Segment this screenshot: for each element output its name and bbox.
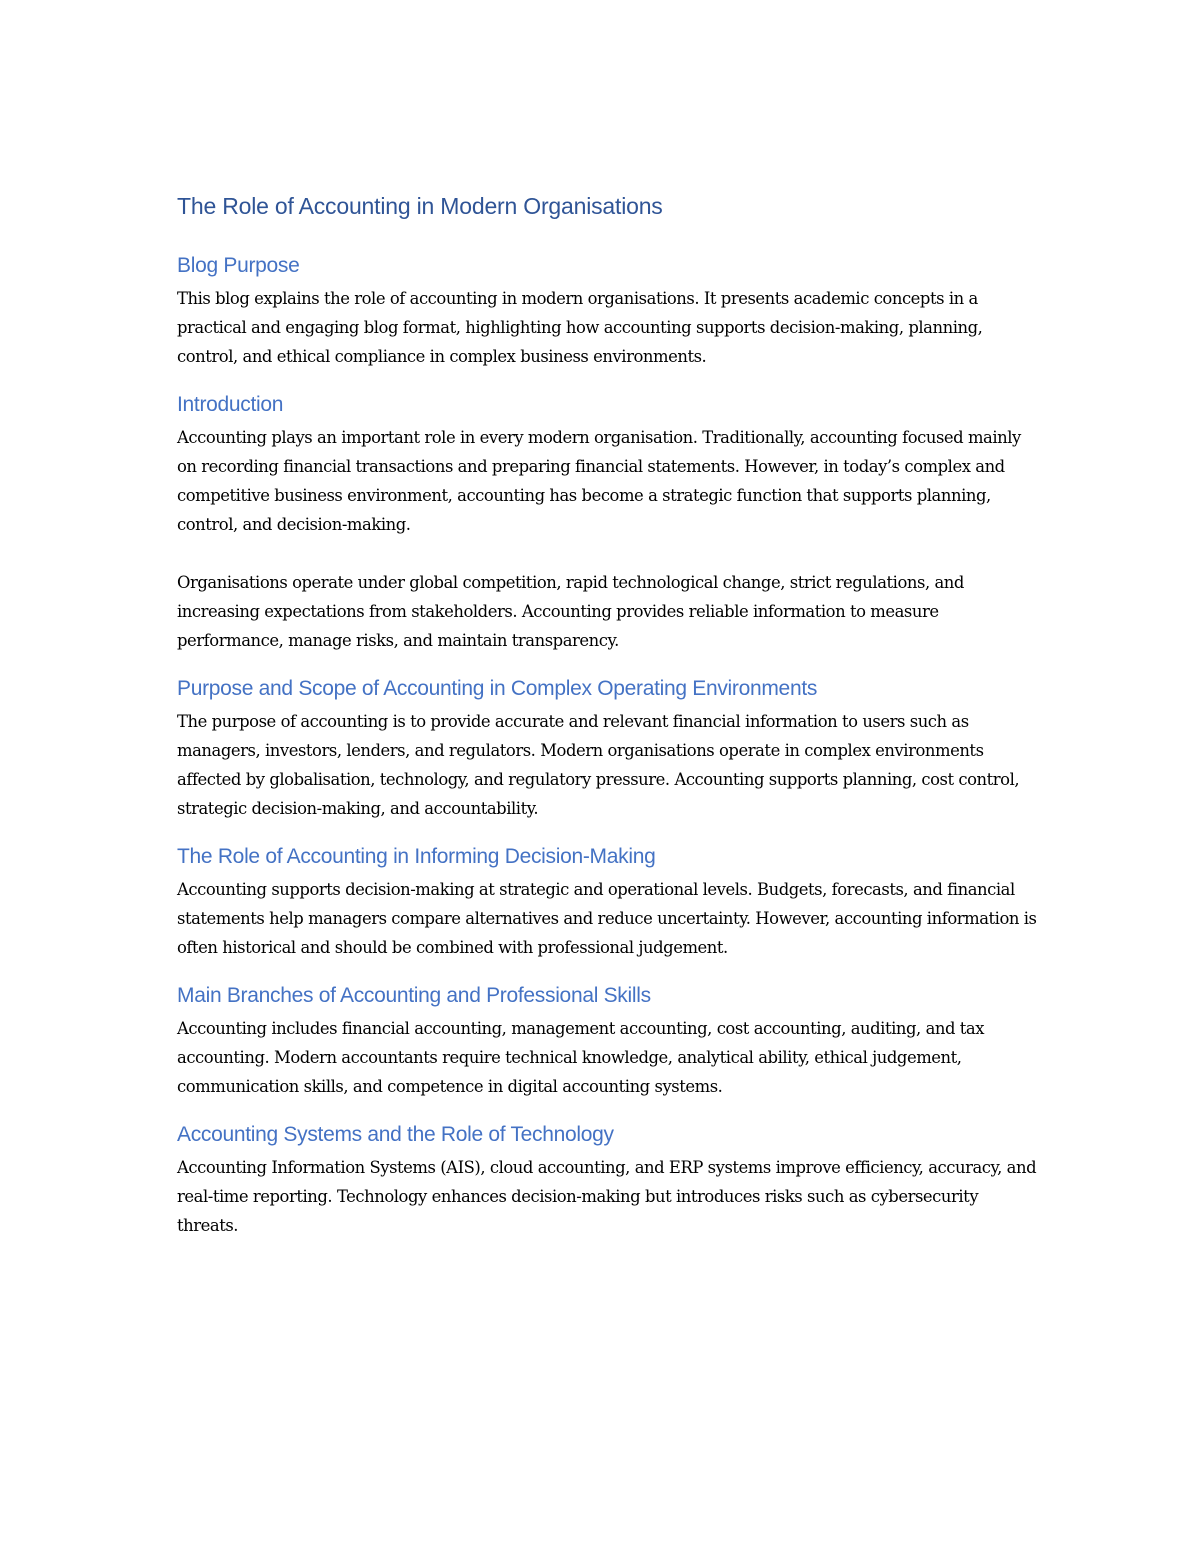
section-blog-purpose <box>177 252 1037 371</box>
section-heading: Purpose and Scope of Accounting in Complex Operating Environments <box>177 677 818 700</box>
section-systems-and-technology <box>177 1121 1037 1240</box>
section-paragraph: Accounting supports decision-making at strategic and operational levels. Budgets, forecasts, and financial statements help managers compare alternatives and reduce uncertainty. However, accounting information is often historical and should be combined with professional judgement. <box>177 880 1037 957</box>
section-heading: Accounting Systems and the Role of Technology <box>177 1123 614 1146</box>
section-paragraph: Organisations operate under global competition, rapid technological change, strict regulations, and increasing expectations from stakeholders. Accounting provides reliable information to measure performance, manage risks, and maintain transparency. <box>177 573 964 650</box>
document-page <box>177 190 1037 1260</box>
section-paragraph: This blog explains the role of accounting in modern organisations. It presents academic concepts in a practical and engaging blog format, highlighting how accounting supports decision-making, planning, control, and ethical compliance in complex business environments. <box>177 289 983 366</box>
document-title: The Role of Accounting in Modern Organisations <box>177 193 663 219</box>
section-heading: Introduction <box>177 393 284 416</box>
section-decision-making <box>177 843 1037 962</box>
section-heading: Main Branches of Accounting and Professional Skills <box>177 984 651 1007</box>
section-heading: Blog Purpose <box>177 254 300 277</box>
section-branches-and-skills <box>177 982 1037 1101</box>
section-heading: The Role of Accounting in Informing Decision-Making <box>177 845 656 868</box>
section-paragraph: Accounting Information Systems (AIS), cloud accounting, and ERP systems improve efficiency, accuracy, and real-time reporting. Technology enhances decision-making but introduces risks such as cybersecurity threats. <box>177 1158 1037 1235</box>
section-paragraph: Accounting includes financial accounting, management accounting, cost accounting, auditing, and tax accounting. Modern accountants require technical knowledge, analytical ability, ethical judgement, communication skills, and competence in digital accounting systems. <box>177 1019 985 1096</box>
section-introduction <box>177 391 1037 655</box>
section-paragraph: The purpose of accounting is to provide accurate and relevant financial information to users such as managers, investors, lenders, and regulators. Modern organisations operate in complex environments affected by globalisation, technology, and regulatory pressure. Accounting supports planning, cost control, strategic decision-making, and accountability. <box>177 712 1020 818</box>
section-purpose-and-scope <box>177 675 1037 823</box>
section-paragraph: Accounting plays an important role in every modern organisation. Traditionally, accounting focused mainly on recording financial transactions and preparing financial statements. However, in today’s complex and competitive business environment, accounting has become a strategic function that supports planning, control, and decision-making. <box>177 428 1021 534</box>
